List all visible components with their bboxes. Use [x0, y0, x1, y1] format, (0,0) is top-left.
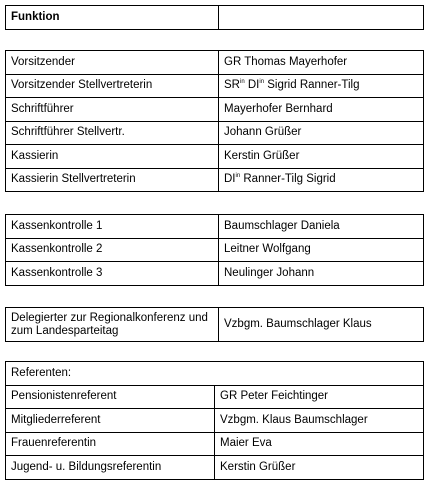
table-row [6, 98, 424, 122]
role-cell: Kassenkontrolle 3 [6, 262, 219, 286]
table-row [6, 145, 424, 169]
table-row [6, 409, 424, 433]
person-name: Sigrid Ranner-Tilg [264, 79, 360, 92]
title-suffix: in [235, 173, 241, 180]
name-cell: Leitner Wolfgang [219, 238, 424, 262]
name-cell: GR Thomas Mayerhofer [219, 51, 424, 75]
name-cell: Vzbgm. Baumschlager Klaus [219, 308, 424, 342]
table-row [6, 238, 424, 262]
name-cell: Johann Grüßer [219, 121, 424, 145]
role-cell: Schriftführer [6, 98, 219, 122]
table-row [6, 51, 424, 75]
role-cell: Kassenkontrolle 1 [6, 215, 219, 239]
role-cell: Delegierter zur Regionalkonferenz und zum Landesparteitag [6, 308, 219, 342]
title-suffix: in [239, 79, 245, 86]
role-cell: Frauenreferentin [6, 432, 215, 456]
title-suffix: in [259, 79, 265, 86]
audit-table [5, 214, 424, 286]
table-row [6, 456, 424, 480]
role-cell: Vorsitzender [6, 51, 219, 75]
table-row [6, 6, 424, 30]
role-cell: Vorsitzender Stellvertreterin [6, 74, 219, 98]
table-row [6, 432, 424, 456]
delegate-table [5, 307, 424, 342]
role-cell: Jugend- u. Bildungsreferentin [6, 456, 215, 480]
role-cell: Mitgliederreferent [6, 409, 215, 433]
referents-table [5, 361, 424, 480]
header-label: Funktion [6, 6, 219, 30]
name-cell: Neulinger Johann [219, 262, 424, 286]
name-cell: Vzbgm. Klaus Baumschlager [215, 409, 424, 433]
table-row [6, 168, 424, 192]
name-cell: Kerstin Grüßer [219, 145, 424, 169]
name-cell: GR Peter Feichtinger [215, 385, 424, 409]
table-row [6, 385, 424, 409]
board-table [5, 50, 424, 192]
person-name: Ranner-Tilg Sigrid [240, 173, 336, 186]
name-cell: Baumschlager Daniela [219, 215, 424, 239]
table-row [6, 215, 424, 239]
role-cell: Kassierin [6, 145, 219, 169]
title-text: DI [224, 173, 236, 186]
table-row [6, 362, 424, 386]
role-cell: Kassenkontrolle 2 [6, 238, 219, 262]
title-text: DI [244, 79, 260, 92]
table-row [6, 308, 424, 342]
table-row [6, 74, 424, 98]
name-cell [219, 74, 424, 98]
name-cell: Maier Eva [215, 432, 424, 456]
name-cell: Kerstin Grüßer [215, 456, 424, 480]
table-row [6, 121, 424, 145]
title-text: SR [224, 79, 240, 92]
table-row [6, 262, 424, 286]
role-cell: Schriftführer Stellvertr. [6, 121, 219, 145]
role-cell: Kassierin Stellvertreterin [6, 168, 219, 192]
header-table [5, 5, 424, 30]
name-cell [219, 168, 424, 192]
section-heading: Referenten: [6, 362, 424, 386]
role-cell: Pensionistenreferent [6, 385, 215, 409]
header-value [219, 6, 424, 30]
name-cell: Mayerhofer Bernhard [219, 98, 424, 122]
